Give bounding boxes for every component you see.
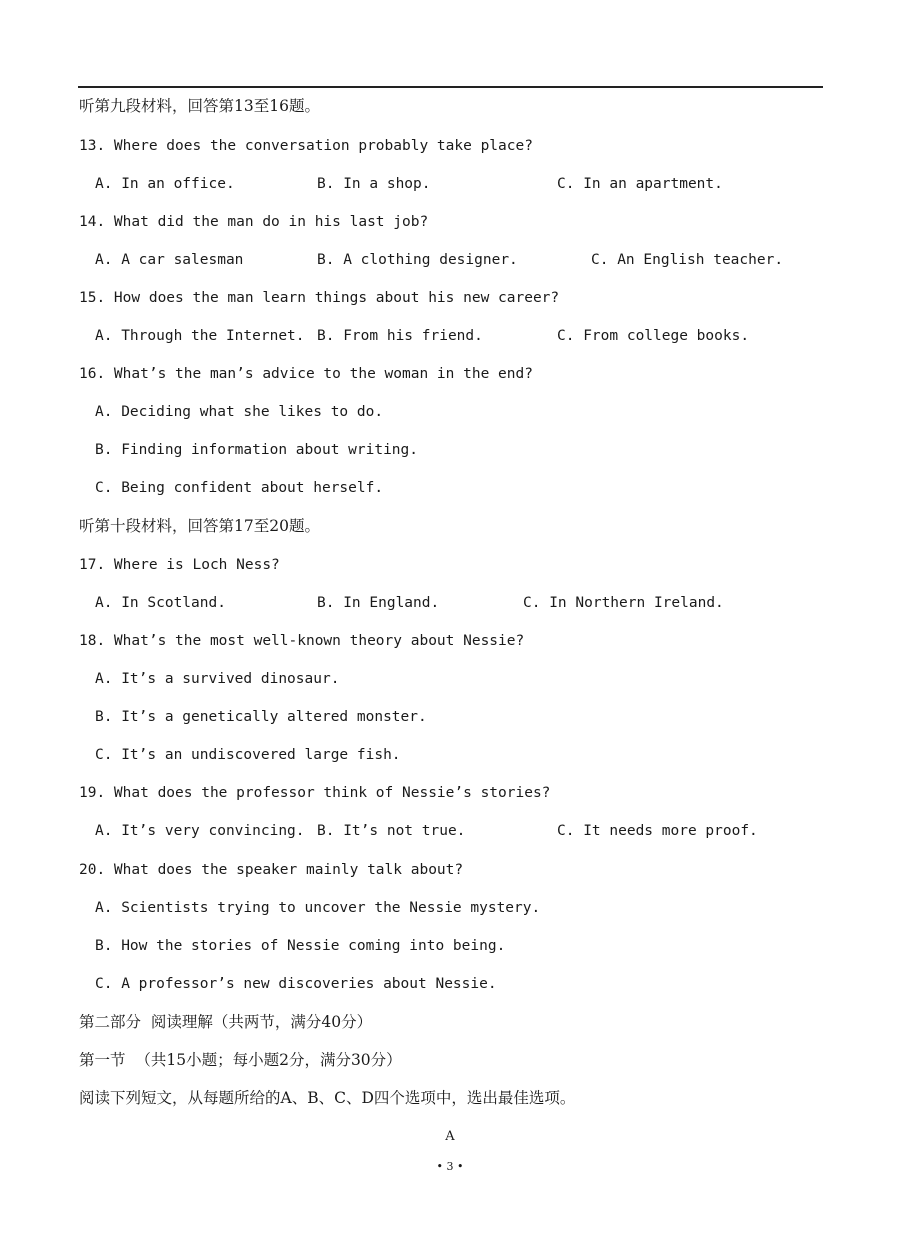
q17-stem: 17. Where is Loch Ness? (79, 557, 280, 573)
q16-option-a: A. Deciding what she likes to do. (95, 404, 384, 420)
section10-heading: 听第十段材料，回答第17至20题。 (79, 517, 320, 535)
q15-option-a: A. Through the Internet. (95, 328, 305, 344)
q20-option-b: B. How the stories of Nessie coming into being. (95, 938, 506, 954)
q16-stem: 16. What’s the man’s advice to the woman in the end? (79, 366, 533, 382)
q17-option-b: B. In England. (317, 595, 440, 611)
page-number: • 3 • (436, 1160, 464, 1173)
passage-label: A (445, 1129, 455, 1144)
q14-option-c: C. An English teacher. (591, 252, 784, 268)
q18-option-a: A. It’s a survived dinosaur. (95, 671, 340, 687)
q13-stem: 13. Where does the conversation probably take place? (79, 138, 533, 154)
section9-heading: 听第九段材料，回答第13至16题。 (79, 97, 320, 115)
q19-option-b: B. It’s not true. (317, 823, 466, 839)
reading-instructions: 阅读下列短文，从每题所给的A、B、C、D四个选项中，选出最佳选项。 (79, 1089, 576, 1107)
q19-option-a: A. It’s very convincing. (95, 823, 305, 839)
q19-stem: 19. What does the professor think of Nessie’s stories? (79, 785, 551, 801)
q18-option-c: C. It’s an undiscovered large fish. (95, 747, 401, 763)
q20-option-c: C. A professor’s new discoveries about Nessie. (95, 976, 497, 992)
q13-option-c: C. In an apartment. (557, 176, 723, 192)
q20-option-a: A. Scientists trying to uncover the Nessie mystery. (95, 900, 541, 916)
q14-option-a: A. A car salesman (95, 252, 244, 268)
q16-option-b: B. Finding information about writing. (95, 442, 419, 458)
q14-stem: 14. What did the man do in his last job? (79, 214, 429, 230)
q15-option-b: B. From his friend. (317, 328, 483, 344)
q14-option-b: B. A clothing designer. (317, 252, 518, 268)
top-rule (78, 86, 823, 88)
q20-stem: 20. What does the speaker mainly talk about? (79, 862, 464, 878)
q17-option-c: C. In Northern Ireland. (523, 595, 724, 611)
q15-option-c: C. From college books. (557, 328, 750, 344)
part2-heading: 第二部分 阅读理解（共两节，满分40分） (79, 1013, 373, 1031)
q13-option-a: A. In an office. (95, 176, 235, 192)
q16-option-c: C. Being confident about herself. (95, 480, 384, 496)
q13-option-b: B. In a shop. (317, 176, 431, 192)
q17-option-a: A. In Scotland. (95, 595, 226, 611)
section1-heading: 第一节 （共15小题；每小题2分，满分30分） (79, 1051, 402, 1069)
q18-option-b: B. It’s a genetically altered monster. (95, 709, 427, 725)
q19-option-c: C. It needs more proof. (557, 823, 758, 839)
q18-stem: 18. What’s the most well-known theory about Nessie? (79, 633, 525, 649)
q15-stem: 15. How does the man learn things about his new career? (79, 290, 560, 306)
